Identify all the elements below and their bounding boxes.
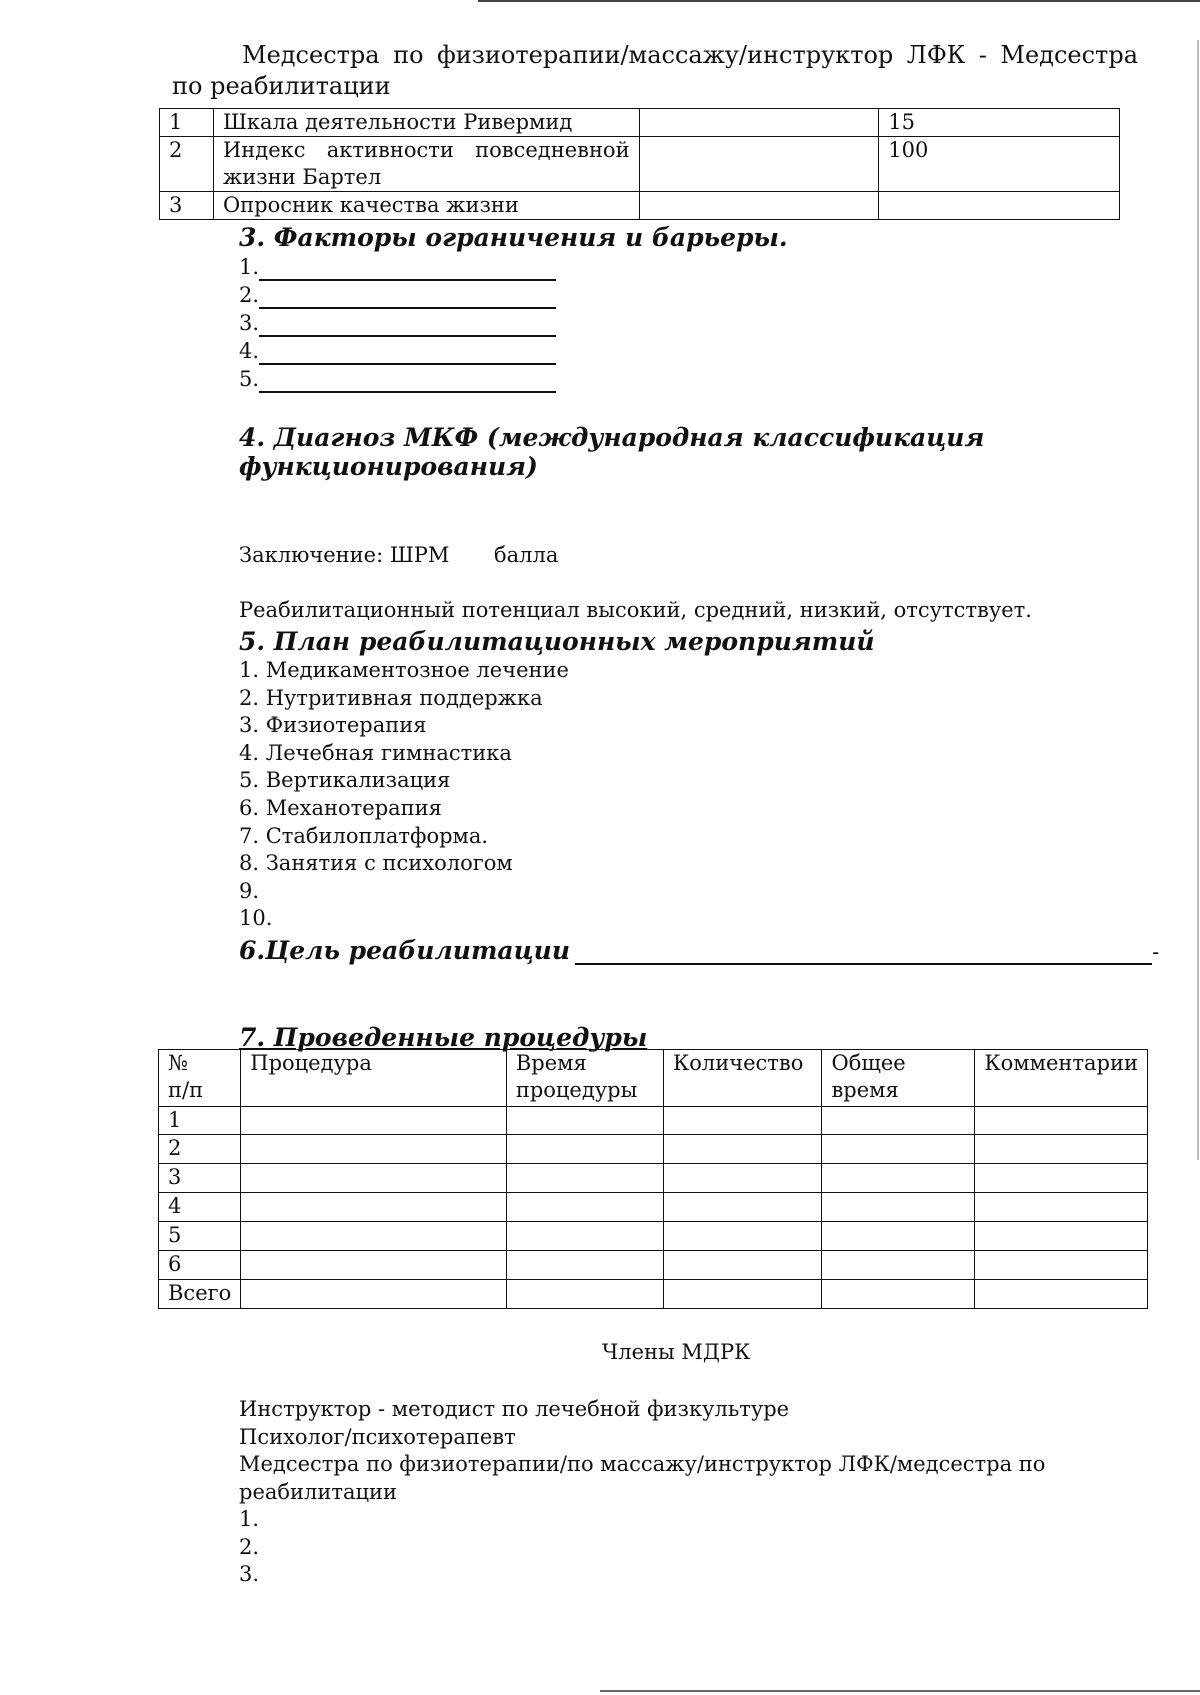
mdrk-list (239, 1396, 1200, 1589)
list-item: 1. Медикаментозное лечение (239, 658, 569, 682)
table-cell: 3 (160, 192, 214, 220)
row-number: 4 (159, 1193, 241, 1222)
goal-trail: - (1152, 940, 1160, 964)
table-cell: 2 (160, 137, 214, 192)
table-row (159, 1222, 1148, 1251)
row-number: Всего (159, 1280, 241, 1309)
section5-title: 5. План реабилитационных мероприятий (239, 627, 875, 656)
table-row (159, 1164, 1148, 1193)
row-number: 1 (159, 1107, 241, 1135)
header-cell: Время процедуры (506, 1050, 663, 1107)
section7-title: 7. Проведенные процедуры (239, 1023, 648, 1052)
table-cell: 1 (160, 109, 214, 137)
table-row (159, 1193, 1148, 1222)
table-cell: Опросник качества жизни (213, 192, 639, 220)
scan-edge-bottom (600, 1690, 1200, 1692)
potential-text: Реабилитационный потенциал высокий, средний, низкий, отсутствует. (239, 598, 1032, 622)
table-cell (639, 137, 879, 192)
table-row (159, 1280, 1148, 1309)
blank-line (259, 341, 556, 365)
conclusion-unit: балла (494, 543, 559, 567)
table-cell: Индекс активности повседневной жизни Бартел (213, 137, 639, 192)
table-cell (639, 109, 879, 137)
table-row (160, 137, 1120, 192)
table-row (160, 109, 1120, 137)
row-number: 2 (159, 1135, 241, 1164)
list-item: 1. (239, 253, 556, 281)
header-cell: Количество (663, 1050, 822, 1107)
header-cell: Процедура (241, 1050, 507, 1107)
section4-title: 4. Диагноз МКФ (международная классификация функционирования) (239, 423, 985, 481)
section6-title: 6.Цель реабилитации (239, 936, 571, 965)
blank-line (259, 285, 556, 309)
list-item: 2. (239, 281, 556, 309)
table-cell (879, 192, 1120, 220)
list-item: 2. (239, 1534, 260, 1559)
list-item: 5. Вертикализация (239, 768, 451, 793)
goal-blank-line (575, 937, 1152, 965)
header-cell: Комментарии (975, 1050, 1148, 1107)
role-item: Психолог/психотерапевт (239, 1424, 516, 1449)
list-item: 10. (239, 906, 273, 931)
list-item: 3. Физиотерапия (239, 713, 427, 738)
list-item: 5. (239, 365, 556, 393)
table-cell: Шкала деятельности Ривермид (213, 109, 639, 137)
table-cell: 15 (879, 109, 1120, 137)
blank-line (259, 257, 556, 281)
role-item: Медсестра по физиотерапии/по массажу/инструктор ЛФК/медсестра по реабилитации (239, 1452, 1046, 1504)
table-header-row (159, 1050, 1148, 1107)
assessment-table (159, 108, 1120, 220)
scan-edge-top (478, 0, 1200, 2)
list-item: 9. (239, 878, 260, 903)
table-row (159, 1251, 1148, 1280)
role-item: Инструктор - методист по лечебной физкультуре (239, 1397, 790, 1421)
procedures-table (158, 1049, 1148, 1309)
header-cell: Общее время (822, 1050, 975, 1107)
list-item: 4. (239, 337, 556, 365)
blank-line (259, 313, 556, 337)
table-row (159, 1135, 1148, 1164)
list-item: 1. (239, 1507, 260, 1531)
barriers-list (239, 253, 556, 393)
row-number: 5 (159, 1222, 241, 1251)
list-item: 8. Занятия с психологом (239, 851, 513, 876)
section3-title: 3. Факторы ограничения и барьеры. (239, 223, 788, 252)
list-item: 3. (239, 1562, 260, 1586)
scan-edge-right (1197, 40, 1199, 1160)
list-item: 7. Стабилоплатформа. (239, 823, 489, 848)
blank-line (259, 369, 556, 393)
table-row (159, 1107, 1148, 1135)
list-item: 2. Нутритивная поддержка (239, 685, 543, 710)
list-item: 6. Механотерапия (239, 795, 442, 820)
intro-text: Медсестра по физиотерапии/массажу/инструктор ЛФК - Медсестра по реабилитации (172, 41, 1138, 100)
table-cell: 100 (879, 137, 1120, 192)
mdrk-title: Члены МДРК (602, 1340, 751, 1364)
table-cell (639, 192, 879, 220)
list-item: 4. Лечебная гимнастика (239, 740, 512, 765)
plan-list (239, 657, 569, 933)
table-row (160, 192, 1120, 220)
section6 (239, 936, 1159, 965)
conclusion-label: Заключение: ШРМ (239, 543, 450, 567)
row-number: 6 (159, 1251, 241, 1280)
header-cell: № п/п (159, 1050, 241, 1107)
list-item: 3. (239, 309, 556, 337)
row-number: 3 (159, 1164, 241, 1193)
